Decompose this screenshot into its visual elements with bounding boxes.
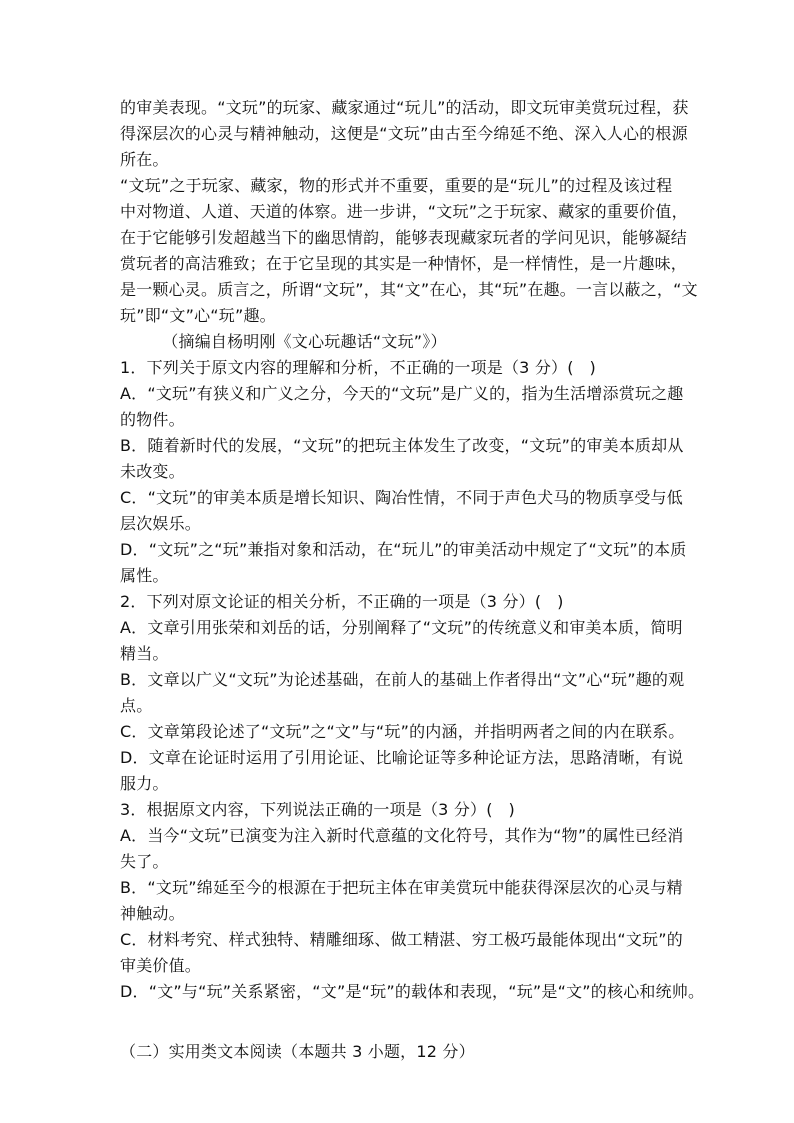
section-heading: （二）实用类文本阅读（本题共 3 小题，12 分）: [120, 1042, 475, 1061]
option-c: C．材料考究、样式独特、精雕细琢、做工精湛、穷工极巧最能体现出“文玩”的: [120, 930, 683, 949]
question-stem: 2．下列对原文论证的相关分析，不正确的一项是（3 分）( ): [120, 592, 564, 611]
option-b: B．文章以广义“文玩”为论述基础，在前人的基础上作者得出“文”心“玩”趣的观: [120, 670, 685, 689]
option-b-cont: 点。: [120, 696, 153, 715]
option-b: B．“文玩”绵延至今的根源在于把玩主体在审美赏玩中能获得深层次的心灵与精: [120, 878, 683, 897]
text-line: 赏玩者的高洁雅致；在于它呈现的其实是一种情怀，是一样情性，是一片趣味，: [120, 254, 688, 273]
source-citation: （摘编自杨明刚《文心玩趣话“文玩”》）: [120, 332, 447, 351]
text-line: “文玩”之于玩家、藏家，物的形式并不重要，重要的是“玩儿”的过程及该过程: [120, 176, 673, 195]
question-stem: 3．根据原文内容，下列说法正确的一项是（3 分）( ): [120, 800, 515, 819]
option-a-cont: 的物件。: [120, 410, 185, 429]
option-a: A．文章引用张荣和刘岳的话，分别阐释了“文玩”的传统意义和审美本质，简明: [120, 618, 683, 637]
option-c-cont: 层次娱乐。: [120, 514, 202, 533]
option-b-cont: 神触动。: [120, 904, 185, 923]
option-d-cont: 服力。: [120, 774, 169, 793]
option-c: C．“文玩”的审美本质是增长知识、陶冶性情，不同于声色犬马的物质享受与低: [120, 488, 683, 507]
text-line: 在于它能够引发超越当下的幽思情韵，能够表现藏家玩者的学问见识，能够凝结: [120, 228, 688, 247]
option-d-cont: 属性。: [120, 566, 169, 585]
option-a-cont: 失了。: [120, 852, 169, 871]
option-a: A．“文玩”有狭义和广义之分，今天的“文玩”是广义的，指为生活增添赏玩之趣: [120, 384, 684, 403]
option-a: A．当今“文玩”已演变为注入新时代意蕴的文化符号，其作为“物”的属性已经消: [120, 826, 684, 845]
option-b-cont: 未改变。: [120, 462, 185, 481]
text-line: 中对物道、人道、天道的体察。进一步讲，“文玩”之于玩家、藏家的重要价值，: [120, 202, 688, 221]
option-d: D．“文玩”之“玩”兼指对象和活动，在“玩儿”的审美活动中规定了“文玩”的本质: [120, 540, 687, 559]
option-d: D．“文”与“玩”关系紧密，“文”是“玩”的载体和表现，“玩”是“文”的核心和统帅。: [120, 982, 705, 1001]
text-line: 玩”即“文”心“玩”趣。: [120, 306, 276, 325]
question-stem: 1．下列关于原文内容的理解和分析，不正确的一项是（3 分）( ): [120, 358, 596, 377]
text-line: 的审美表现。“文玩”的玩家、藏家通过“玩儿”的活动，即文玩审美赏玩过程，获: [120, 98, 689, 117]
option-d: D．文章在论证时运用了引用论证、比喻论证等多种论证方法，思路清晰，有说: [120, 748, 684, 767]
text-line: 得深层次的心灵与精神触动，这便是“文玩”由古至今绵延不绝、深入人心的根源: [120, 124, 688, 143]
text-line: 是一颗心灵。质言之，所谓“文玩”，其“文”在心，其“玩”在趣。一言以蔽之，“文: [120, 280, 698, 299]
option-b: B．随着新时代的发展，“文玩”的把玩主体发生了改变，“文玩”的审美本质却从: [120, 436, 684, 455]
option-c: C．文章第段论述了“文玩”之“文”与“玩”的内涵，并指明两者之间的内在联系。: [120, 722, 685, 741]
option-a-cont: 精当。: [120, 644, 169, 663]
text-line: 所在。: [120, 150, 169, 169]
option-c-cont: 审美价值。: [120, 956, 202, 975]
